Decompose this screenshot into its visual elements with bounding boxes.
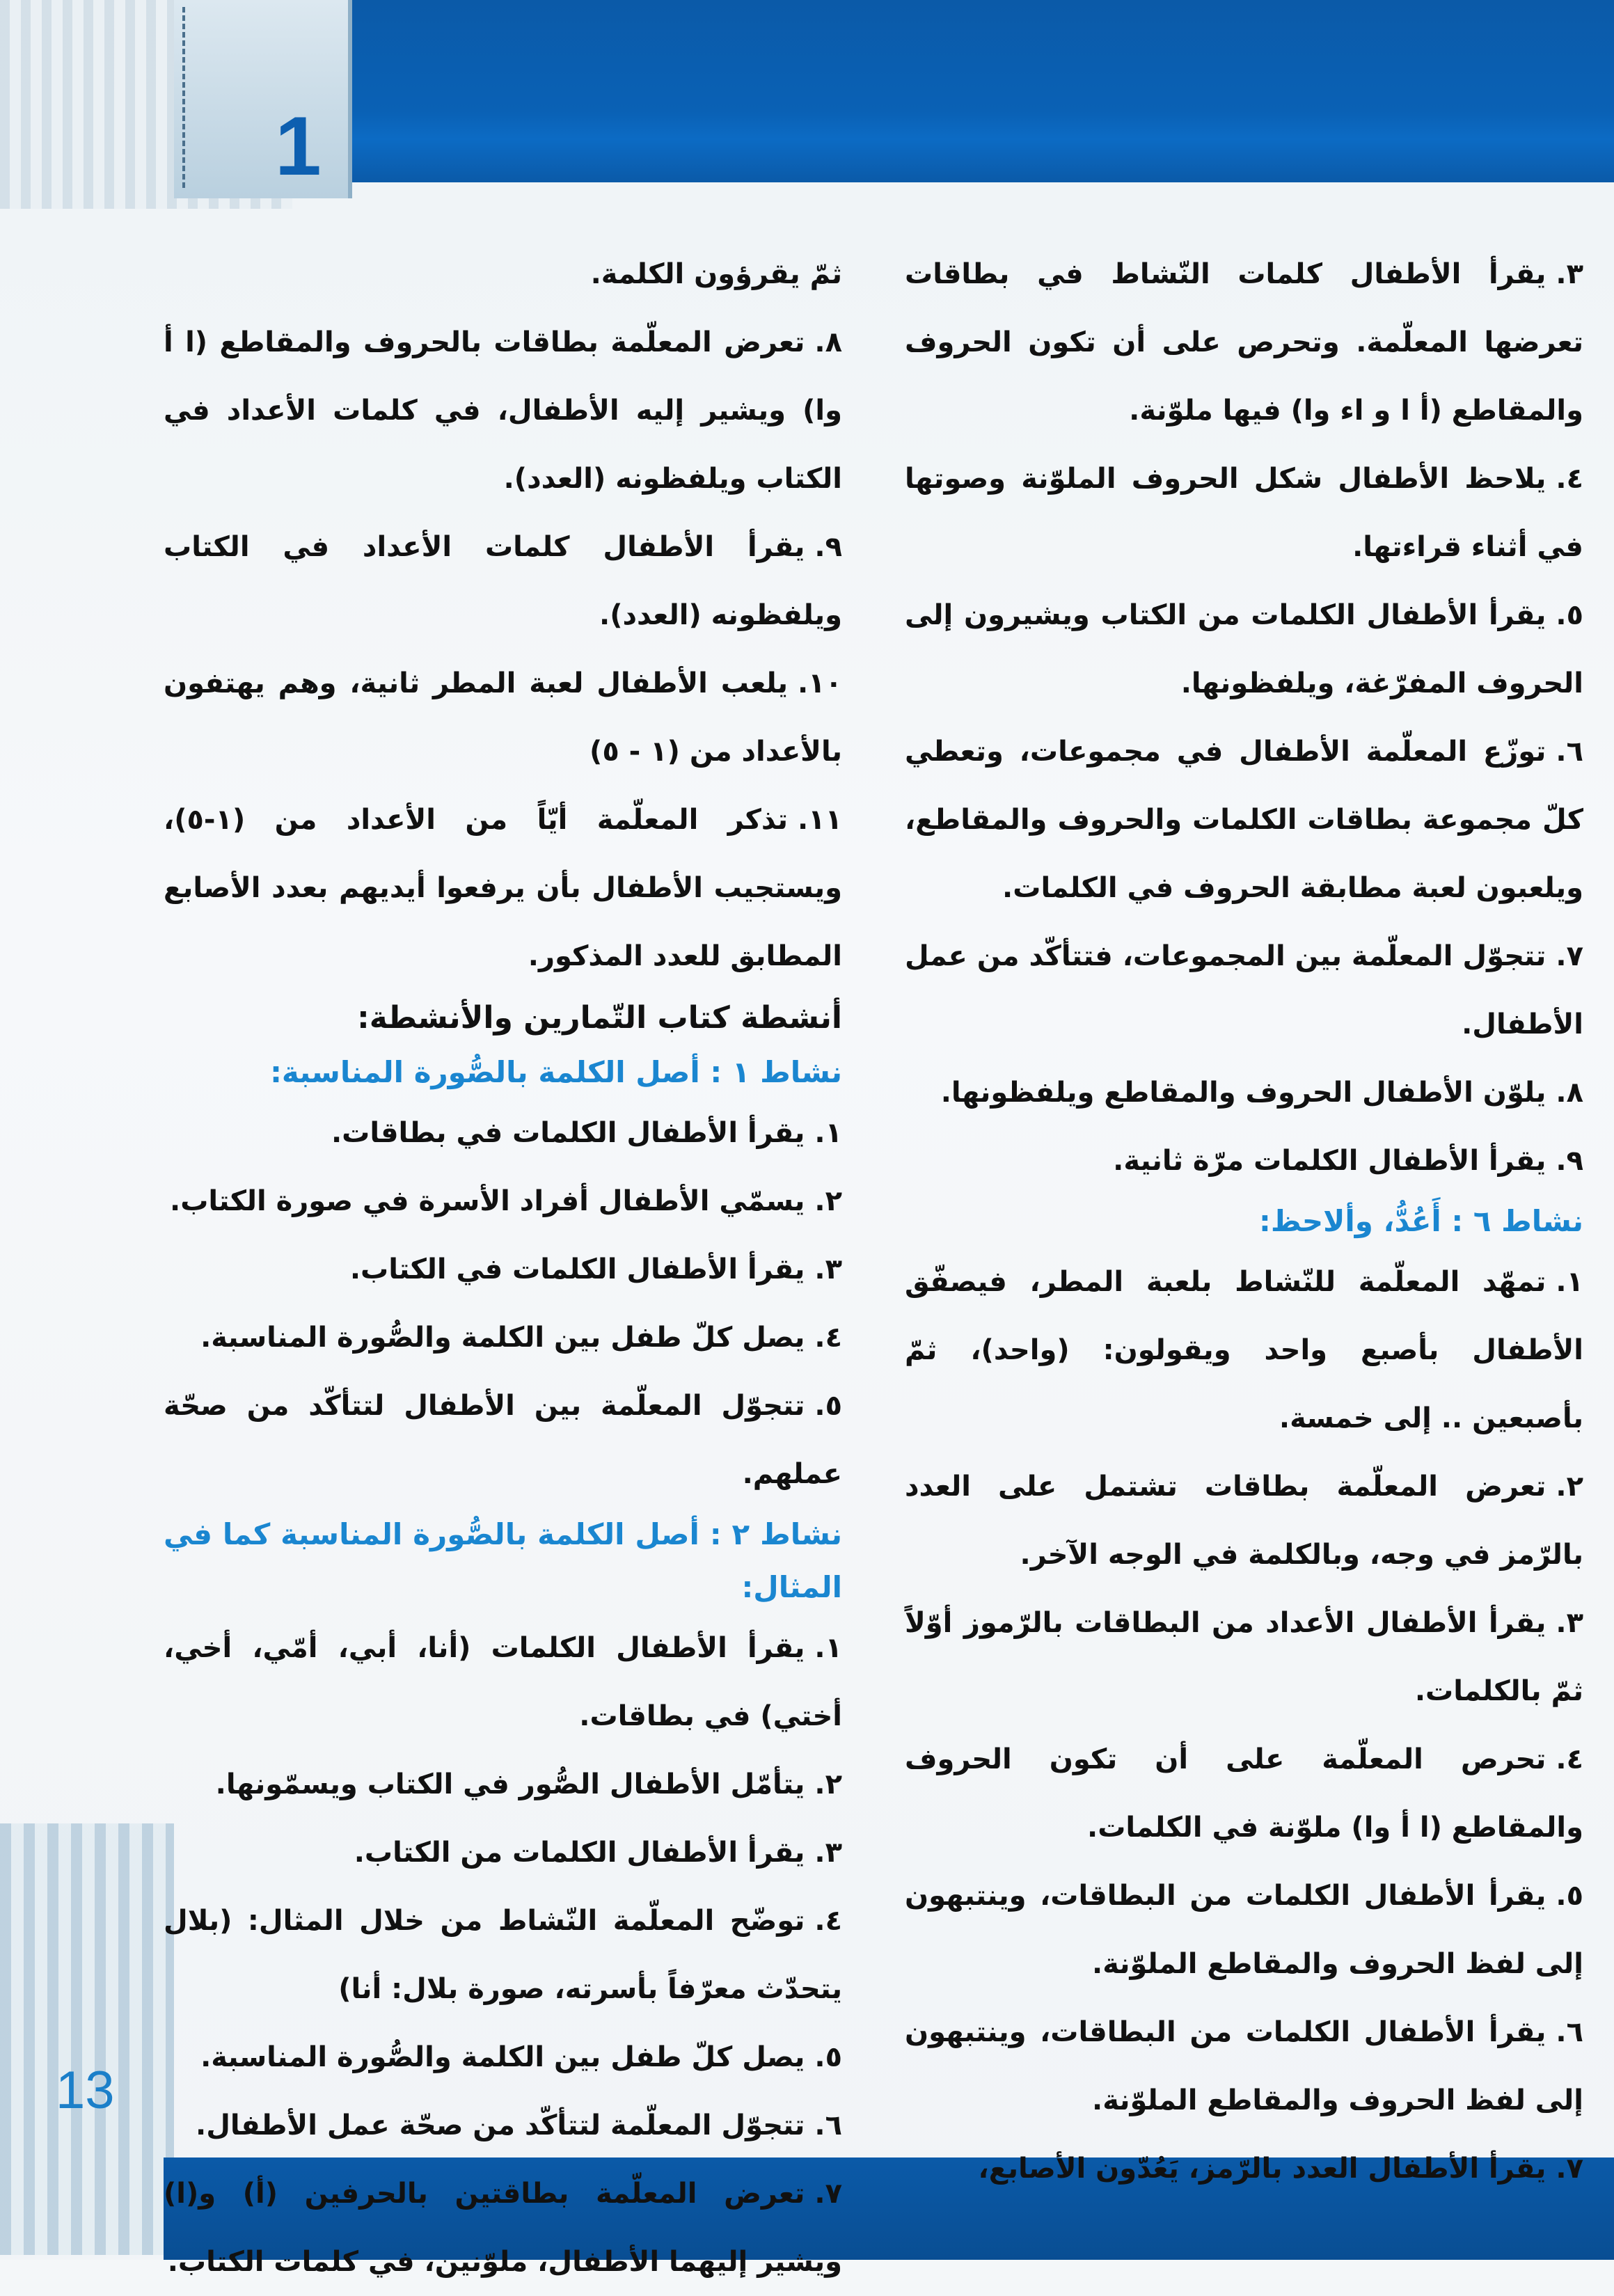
list-item: ٤.يصل كلّ طفل بين الكلمة والصُّورة المناسبة. [200,1322,842,1354]
chapter-number: 1 [275,100,322,193]
continuation-text: ثمّ يقرؤون الكلمة. [590,258,842,290]
page-number: 13 [56,2061,115,2120]
list-item: ٣.يقرأ الأطفال الكلمات في الكتاب. [349,1253,842,1285]
list-item: ٤.يلاحظ الأطفال شكل الحروف الملوّنة وصوتها في أثناء قراءتها. [905,463,1583,563]
list-item: ٧.يقرأ الأطفال العدد بالرّمز، يَعُدّون الأصابع، [978,2153,1583,2185]
list-item: ٩.يقرأ الأطفال كلمات الأعداد في الكتاب ويلفظونه (العدد). [164,531,842,631]
binding-spiral-icon [182,7,198,188]
list-item: ٦.يقرأ الأطفال الكلمات من البطاقات، وينتبهون إلى لفظ الحروف والمقاطع الملوّنة. [905,2016,1583,2116]
list-item: ٧.تعرض المعلّمة بطاقتين بالحرفين (أ) و(ا) ويشير إليهما الأطفال، ملوّنين، في كلمات الكتاب. [164,2178,842,2278]
list-item: ٤.توضّح المعلّمة النّشاط من خلال المثال: (بلال يتحدّث معرّفاً بأسرته، صورة بلال: أنا) [164,1905,842,2005]
list-item: ٥.تتجوّل المعلّمة بين الأطفال لتتأكّد من صحّة عملهم. [164,1390,842,1490]
list-item: ١١.تذكر المعلّمة أيّاً من الأعداد من (١-٥)، ويستجيب الأطفال بأن يرفعوا أيديهم بعدد الأصابع المطابق للعدد المذكور. [164,804,842,972]
list-item: ٢.يسمّي الأطفال أفراد الأسرة في صورة الكتاب. [170,1185,842,1217]
list-item: ٨.يلوّن الأطفال الحروف والمقاطع ويلفظونها. [940,1077,1583,1109]
chapter-tab [174,0,352,198]
list-item: ٥.يصل كلّ طفل بين الكلمة والصُّورة المناسبة. [200,2041,842,2073]
list-item: ١.يقرأ الأطفال الكلمات (أنا، أبي، أمّي، أخي، أختي) في بطاقات. [164,1632,842,1732]
list-item: ٦.توزّع المعلّمة الأطفال في مجموعات، وتعطي كلّ مجموعة بطاقات الكلمات والحروف والمقاطع، ويلعبون لعبة مطابقة الحروف في الكلمات. [905,736,1583,904]
list-item: ٦.تتجوّل المعلّمة لتتأكّد من صحّة عمل الأطفال. [196,2109,842,2141]
activity-6-title: نشاط ٦ : أَعُدُّ، وألاحظ: [1259,1204,1583,1238]
header-band [174,0,1614,139]
list-item: ١٠.يلعب الأطفال لعبة المطر ثانية، وهم يهتفون بالأعداد من (١ - ٥) [164,667,842,768]
header-band-lower [292,139,1614,182]
list-item: ٥.يقرأ الأطفال الكلمات من البطاقات، وينتبهون إلى لفظ الحروف والمقاطع الملوّنة. [905,1880,1583,1980]
decorative-stripes-bottom [0,1823,174,2255]
list-item: ٥.يقرأ الأطفال الكلمات من الكتاب ويشيرون إلى الحروف المفرّغة، ويلفظونها. [905,599,1583,699]
list-item: ٣.يقرأ الأطفال الأعداد من البطاقات بالرّموز أوّلاً ثمّ بالكلمات. [905,1607,1583,1707]
list-item: ٧.تتجوّل المعلّمة بين المجموعات، فتتأكّد من عمل الأطفال. [905,940,1583,1040]
list-item: ٢.تعرض المعلّمة بطاقات تشتمل على العدد بالرّمز في وجه، وبالكلمة في الوجه الآخر. [905,1471,1583,1571]
list-item: ١.تمهّد المعلّمة للنّشاط بلعبة المطر، فيصفّق الأطفال بأصبع واحد ويقولون: (واحد)، ثمّ بأصبعين .. إلى خمسة. [905,1266,1583,1434]
left-column [164,240,842,2296]
list-item: ٣.يقرأ الأطفال الكلمات من الكتاب. [354,1837,842,1869]
activity-1-title: نشاط ١ : أصل الكلمة بالصُّورة المناسبة: [270,1055,842,1089]
list-item: ٣.يقرأ الأطفال كلمات النّشاط في بطاقات تعرضها المعلّمة. وتحرص على أن تكون الحروف والمقاطع (أ ا و اء وا) فيها ملوّنة. [905,258,1583,427]
list-item: ٤.تحرص المعلّمة على أن تكون الحروف والمقاطع (ا أ وا) ملوّنة في الكلمات. [905,1743,1583,1844]
section-title: أنشطة كتاب التّمارين والأنشطة: [357,1000,842,1036]
list-item: ٩.يقرأ الأطفال الكلمات مرّة ثانية. [1113,1145,1583,1177]
list-item: ٢.يتأمّل الأطفال الصُّور في الكتاب ويسمّونها. [215,1768,842,1800]
list-item: ٨.تعرض المعلّمة بطاقات بالحروف والمقاطع (ا أ وا) ويشير إليه الأطفال، في كلمات الأعداد في الكتاب ويلفظونه (العدد). [164,326,842,495]
right-column [905,240,1583,2203]
activity-2-title: نشاط ٢ : أصل الكلمة بالصُّورة المناسبة كما في المثال: [164,1517,842,1604]
list-item: ١.يقرأ الأطفال الكلمات في بطاقات. [331,1117,842,1149]
